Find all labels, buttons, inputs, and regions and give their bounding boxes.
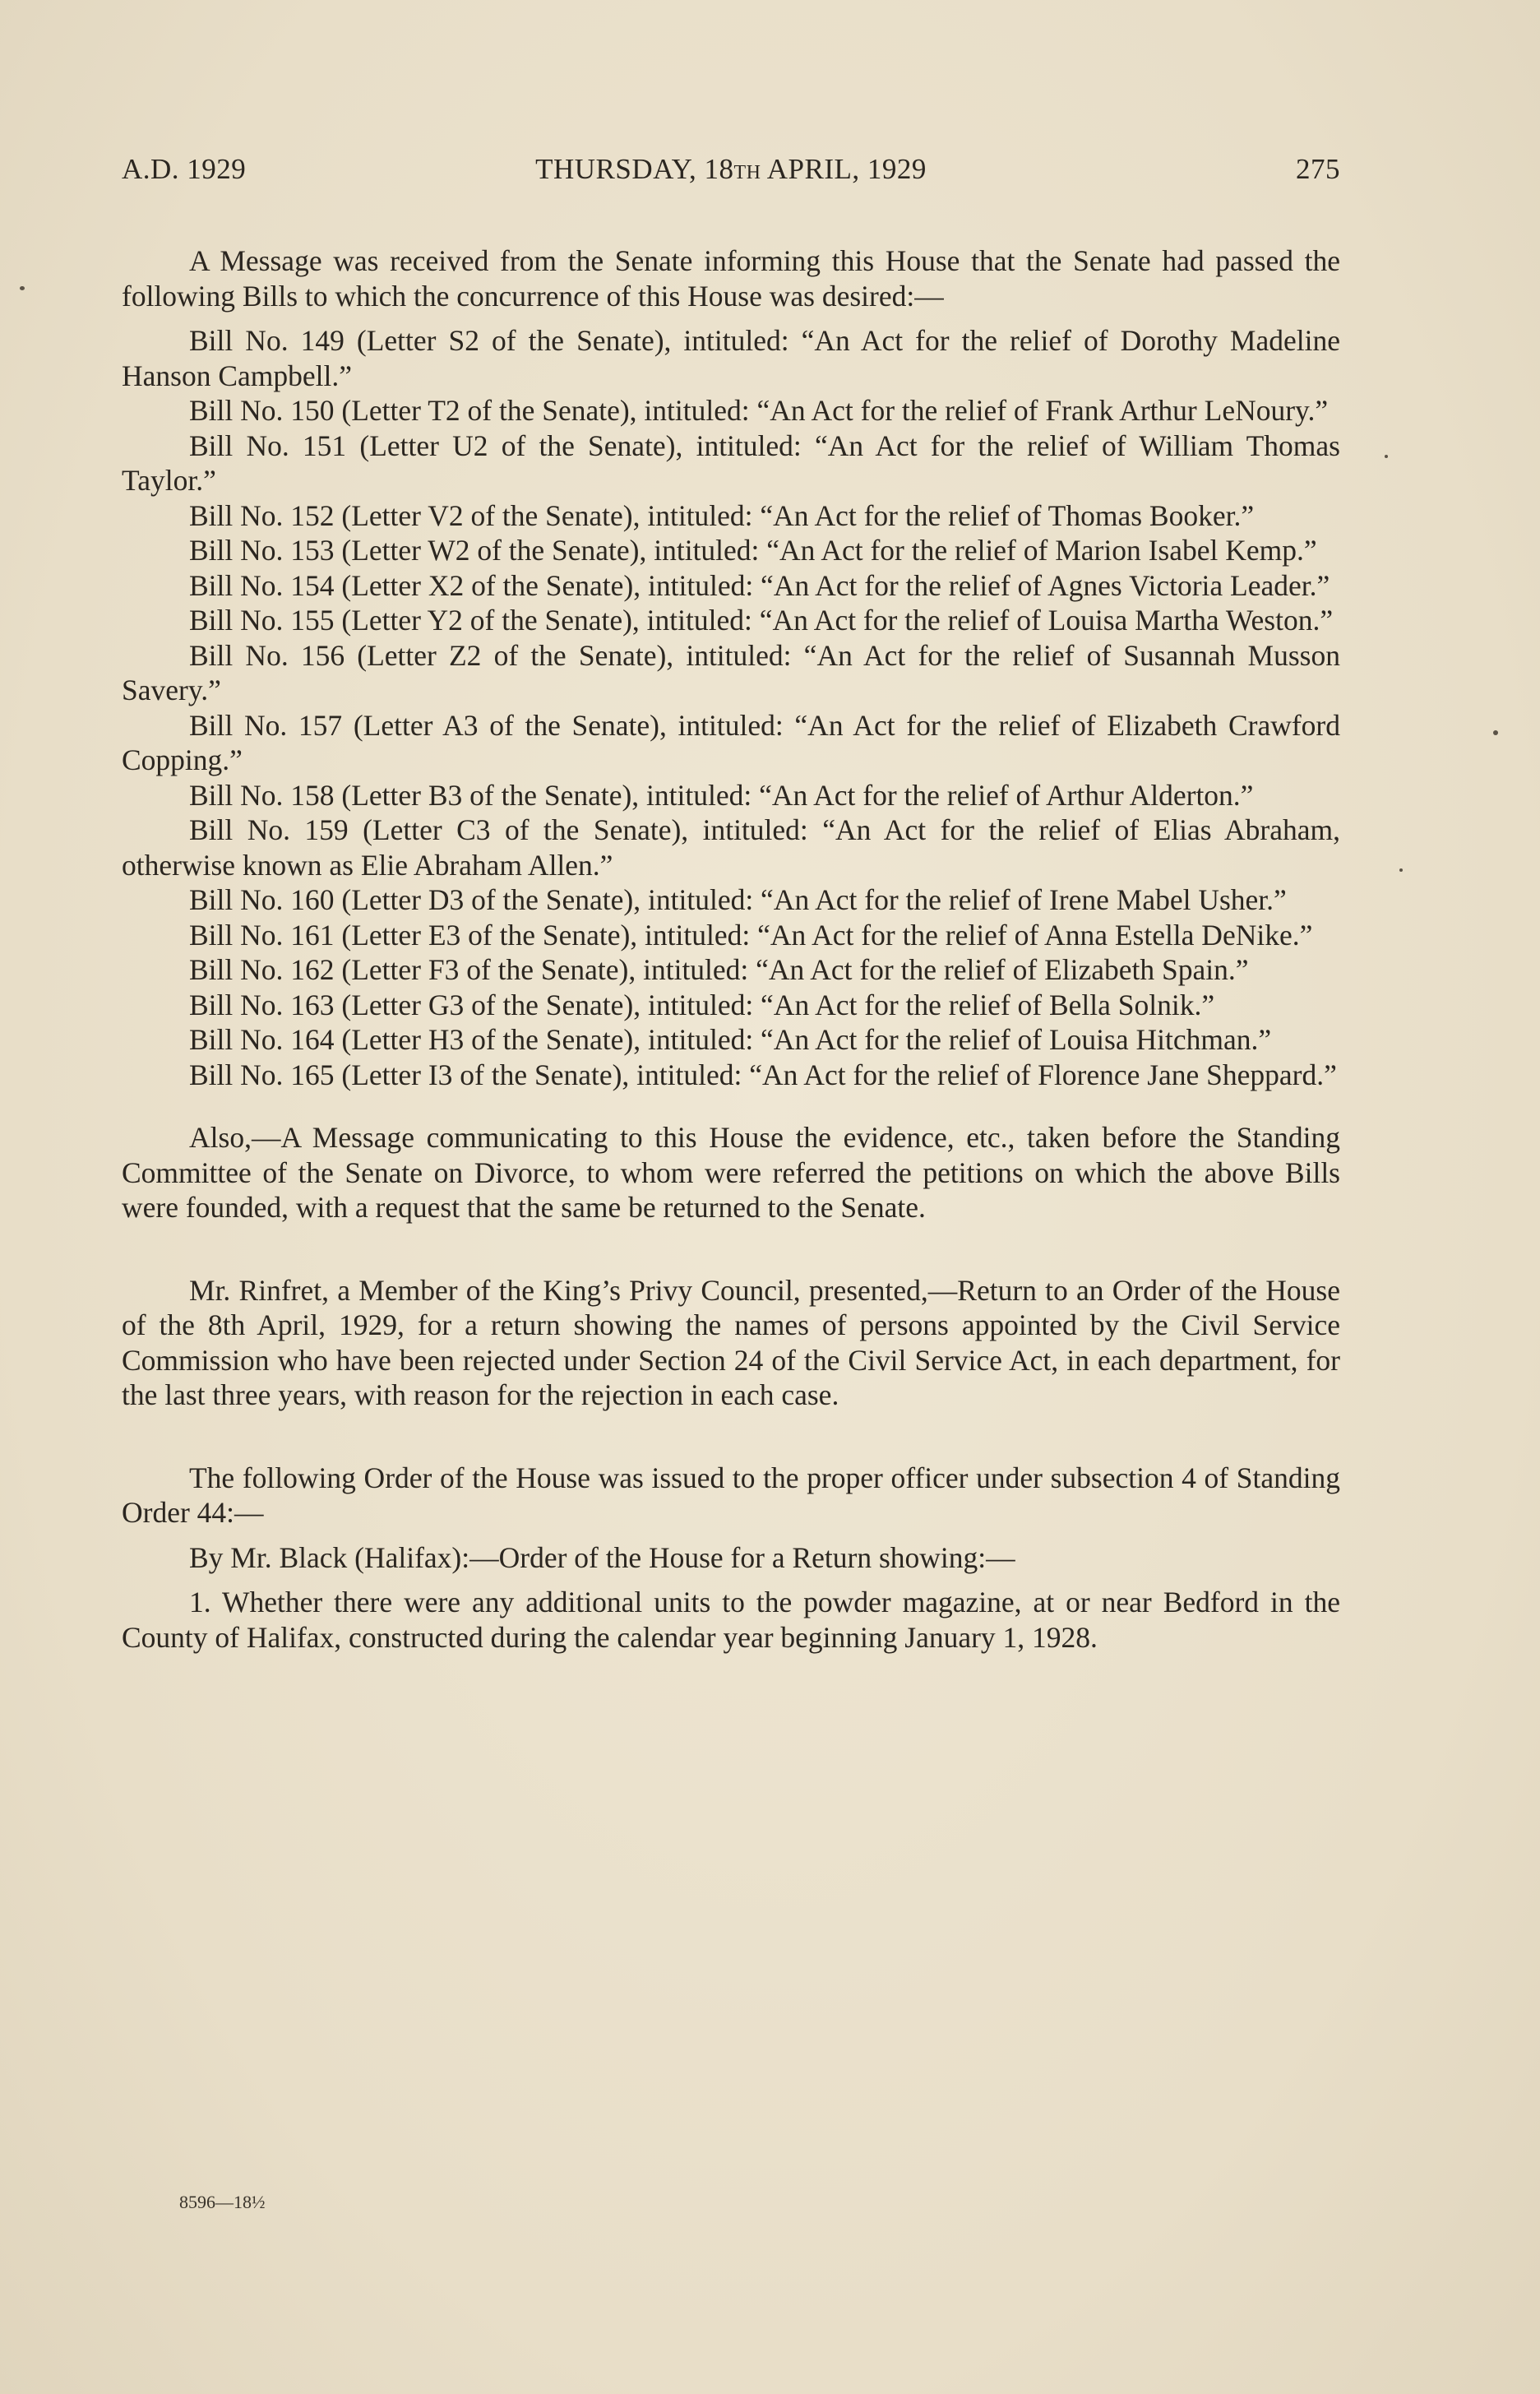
bill-item: Bill No. 164 (Letter H3 of the Senate), intituled: “An Act for the relief of Louisa Hitchman.”	[189, 1023, 1272, 1056]
header-date-suffix: TH	[733, 162, 761, 183]
bill-item: Bill No. 150 (Letter T2 of the Senate), intituled: “An Act for the relief of Frank Arthur LeNoury.”	[189, 394, 1329, 427]
bill-item: Bill No. 162 (Letter F3 of the Senate), intituled: “An Act for the relief of Elizabeth Spain.”	[189, 953, 1249, 986]
bill-item: Bill No. 157 (Letter A3 of the Senate), intituled: “An Act for the relief of Elizabeth Crawford Copping.”	[122, 708, 1340, 776]
page-header	[122, 153, 1340, 194]
bill-item: Bill No. 152 (Letter V2 of the Senate), intituled: “An Act for the relief of Thomas Booker.”	[189, 498, 1255, 532]
document-body	[122, 243, 1340, 1655]
bill-list	[122, 323, 1340, 1092]
header-date-rest: APRIL, 1929	[761, 153, 927, 185]
page-number: 275	[1296, 153, 1340, 185]
header-date	[122, 153, 1340, 186]
bill-item: Bill No. 161 (Letter E3 of the Senate), intituled: “An Act for the relief of Anna Estella DeNike.”	[189, 918, 1313, 952]
paper-speck	[1399, 868, 1403, 872]
bill-item: Bill No. 159 (Letter C3 of the Senate), intituled: “An Act for the relief of Elias Abraham, otherwise known as Elie Abraham Allen.”	[122, 813, 1340, 882]
paper-speck	[20, 286, 25, 290]
spacer	[122, 1225, 1340, 1273]
bill-item: Bill No. 155 (Letter Y2 of the Senate), intituled: “An Act for the relief of Louisa Martha Weston.”	[189, 604, 1334, 637]
black-order-paragraph: By Mr. Black (Halifax):—Order of the House for a Return showing:—	[189, 1540, 1015, 1574]
senate-message-paragraph: A Message was received from the Senate informing this House that the Senate had passed the following Bills to which the concurrence of this House was desired:—	[122, 244, 1340, 313]
spacer	[122, 1413, 1340, 1461]
paper-speck	[1385, 455, 1388, 458]
header-year: A.D. 1929	[122, 153, 247, 185]
bill-item: Bill No. 153 (Letter W2 of the Senate), intituled: “An Act for the relief of Marion Isabel Kemp.”	[189, 534, 1317, 567]
bill-item: Bill No. 156 (Letter Z2 of the Senate), intituled: “An Act for the relief of Susannah Musson Savery.”	[122, 638, 1340, 706]
bill-item: Bill No. 160 (Letter D3 of the Senate), intituled: “An Act for the relief of Irene Mabel Usher.”	[189, 883, 1287, 916]
bill-item: Bill No. 154 (Letter X2 of the Senate), intituled: “An Act for the relief of Agnes Victoria Leader.”	[189, 568, 1330, 602]
rinfret-paragraph: Mr. Rinfret, a Member of the King’s Privy Council, presented,—Return to an Order of the House of the 8th April, 1929, for a return showing the names of persons appointed by the Civil Service Commission who have been rejected under Section 24 of the Civil Service Act, in each department, for the last three years, with reason for the rejection in each case.	[122, 1273, 1340, 1411]
spacer	[122, 1092, 1340, 1120]
bill-item: Bill No. 158 (Letter B3 of the Senate), intituled: “An Act for the relief of Arthur Alderton.”	[189, 778, 1254, 812]
spacer	[122, 1575, 1340, 1585]
bill-item: Bill No. 149 (Letter S2 of the Senate), intituled: “An Act for the relief of Dorothy Madeline Hanson Campbell.”	[122, 324, 1340, 392]
spacer	[122, 1530, 1340, 1540]
bill-item: Bill No. 151 (Letter U2 of the Senate), intituled: “An Act for the relief of William Thomas Taylor.”	[122, 428, 1340, 497]
bill-item: Bill No. 165 (Letter I3 of the Senate), intituled: “An Act for the relief of Florence Jane Sheppard.”	[189, 1058, 1337, 1091]
header-date-main: THURSDAY, 18	[535, 153, 734, 185]
order-intro-paragraph: The following Order of the House was issued to the proper officer under subsection 4 of Standing Order 44:—	[122, 1461, 1340, 1529]
printer-code: 8596—18½	[179, 2192, 266, 2212]
bill-item: Bill No. 163 (Letter G3 of the Senate), intituled: “An Act for the relief of Bella Solnik.”	[189, 988, 1215, 1021]
return-item-1: 1. Whether there were any additional units to the powder magazine, at or near Bedford in the County of Halifax, constructed during the calendar year beginning January 1, 1928.	[122, 1586, 1340, 1654]
spacer	[122, 313, 1340, 323]
also-paragraph: Also,—A Message communicating to this House the evidence, etc., taken before the Standing Committee of the Senate on Divorce, to whom were referred the petitions on which the above Bills were founded, with a request that the same be returned to the Senate.	[122, 1121, 1340, 1224]
paper-speck	[1493, 730, 1498, 735]
